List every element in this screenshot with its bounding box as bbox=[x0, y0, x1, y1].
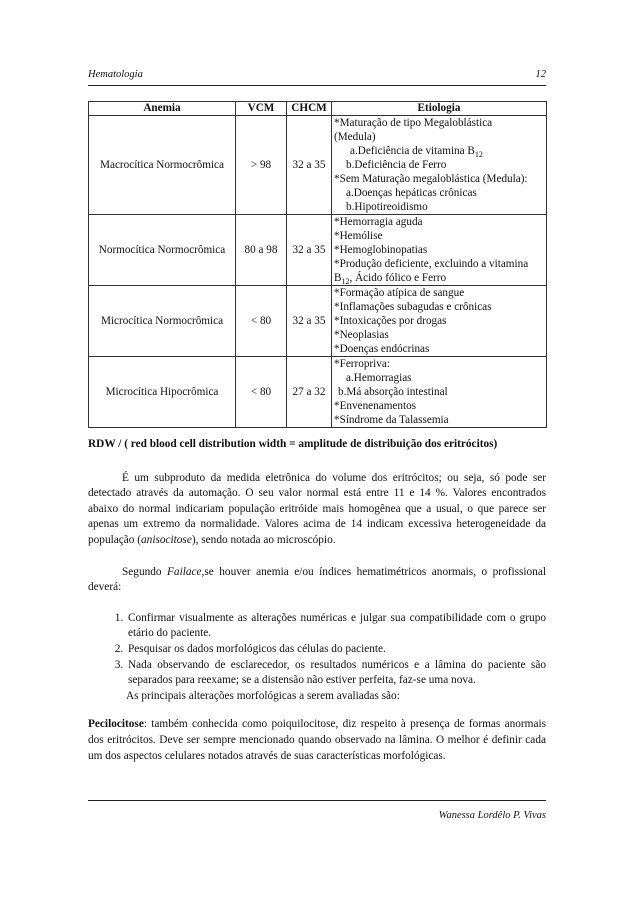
cell-chcm: 32 a 35 bbox=[287, 215, 332, 286]
cell-vcm: 80 a 98 bbox=[236, 215, 287, 286]
steps-note: As principais alterações morfológicas a serem avaliadas são: bbox=[126, 689, 400, 702]
list-item: 1. Confirmar visualmente as alterações numéricas e julgar sua compatibilidade com o grupo etário do paciente. bbox=[126, 611, 546, 642]
etiologia-line: *Neoplasias bbox=[334, 329, 389, 341]
failace-author: Failace bbox=[167, 565, 202, 578]
cell-etiologia bbox=[332, 286, 547, 357]
etiologia-line: *Síndrome da Talassemia bbox=[334, 414, 449, 426]
cell-etiologia bbox=[332, 215, 547, 286]
etiologia-line: *Produção deficiente, excluindo a vitamina bbox=[334, 258, 529, 270]
list-item: 3. Nada observando de esclarecedor, os resultados numéricos e a lâmina do paciente são separados para reexame; se a distensão não estiver perfeita, faz-se uma nova. bbox=[126, 658, 546, 689]
etiologia-line: *Envenenamentos bbox=[334, 400, 417, 412]
rdw-paragraph bbox=[88, 471, 546, 549]
etiologia-line: *Inflamações subagudas e crônicas bbox=[334, 301, 492, 313]
cell-anemia: Microcítica Hipocrômica bbox=[89, 357, 236, 428]
rdw-text: É um subproduto da medida eletrônica do volume dos eritrócitos; ou seja, só pode ser detectado através da automação. O seu valor normal está entre 11 e 14 %. Valores encontrados abaixo do normal indicariam população eritróide mais homogênea que a usual, o que parece ser apenas um extremo da normalidade. Valores acima de 14 indicam excessiva heterogeneidade da população ( bbox=[88, 471, 546, 546]
etiologia-line: *Hemólise bbox=[334, 230, 383, 242]
table-row bbox=[89, 215, 547, 286]
etiologia-line: *Maturação de tipo Megaloblástica bbox=[334, 117, 493, 129]
col-header-vcm: VCM bbox=[236, 102, 287, 116]
etiologia-line: *Formação atípica de sangue bbox=[334, 287, 465, 299]
etiologia-line: b.Hipotireoidismo bbox=[346, 201, 428, 213]
cell-anemia: Macrocítica Normocrômica bbox=[89, 116, 236, 215]
etiologia-line: a.Doenças hepáticas crônicas bbox=[346, 187, 477, 199]
col-header-anemia: Anemia bbox=[89, 102, 236, 116]
table-row bbox=[89, 357, 547, 428]
failace-intro-end: ,se houver anemia e/ou índices hematimétricos anormais, o profissional deverá: bbox=[88, 565, 546, 594]
page-header bbox=[88, 68, 546, 86]
col-header-etiologia: Etiologia bbox=[332, 102, 547, 116]
failace-paragraph bbox=[88, 565, 546, 596]
etiologia-line bbox=[334, 144, 544, 158]
table-row bbox=[89, 286, 547, 357]
etiologia-line: *Ferropriva: bbox=[334, 358, 390, 370]
cell-etiologia bbox=[332, 116, 547, 215]
table-row bbox=[89, 116, 547, 215]
etiologia-line: *Hemorragia aguda bbox=[334, 216, 423, 228]
etiologia-text: B bbox=[334, 272, 342, 284]
anisocitose-term: anisocitose bbox=[141, 533, 192, 546]
col-header-chcm: CHCM bbox=[287, 102, 332, 116]
etiologia-line: *Sem Maturação megaloblástica (Medula): bbox=[334, 173, 528, 185]
anemia-table bbox=[88, 101, 547, 428]
rdw-text-end: ), sendo notada ao microscópio. bbox=[191, 533, 336, 546]
cell-vcm: > 98 bbox=[236, 116, 287, 215]
table-header-row bbox=[89, 102, 547, 116]
cell-vcm: < 80 bbox=[236, 286, 287, 357]
cell-etiologia bbox=[332, 357, 547, 428]
failace-intro-start: Segundo bbox=[122, 565, 168, 578]
rdw-heading: RDW / ( red blood cell distribution width = amplitude de distribuição dos eritrócitos) bbox=[88, 438, 498, 450]
cell-chcm: 32 a 35 bbox=[287, 286, 332, 357]
pecilocitose-text: : também conhecida como poiquilocitose, diz respeito à presença de formas anormais dos eritrócitos. Deve ser sempre mencionado quando observado na lâmina. O melhor é definir cada um dos aspectos celulares notados através de suas características morfológicas. bbox=[88, 718, 546, 762]
pecilocitose-term: Pecilocitose bbox=[88, 718, 144, 731]
page-number: 12 bbox=[535, 69, 546, 80]
etiologia-line: *Intoxicações por drogas bbox=[334, 315, 447, 327]
header-title: Hematologia bbox=[88, 69, 143, 80]
page-footer bbox=[88, 800, 546, 821]
cell-anemia: Microcítica Normocrômica bbox=[89, 286, 236, 357]
footer-author: Wanessa Lordêlo P. Vivas bbox=[438, 810, 546, 821]
steps-list bbox=[88, 611, 546, 689]
etiologia-line: b.Deficiência de Ferro bbox=[346, 159, 447, 171]
cell-chcm: 32 a 35 bbox=[287, 116, 332, 215]
pecilocitose-paragraph bbox=[88, 717, 546, 764]
etiologia-text: a.Deficiência de vitamina B bbox=[350, 145, 475, 157]
etiologia-line: *Hemoglobinopatias bbox=[334, 244, 428, 256]
list-item: 2. Pesquisar os dados morfológicos das células do paciente. bbox=[126, 642, 546, 658]
etiologia-line: a.Hemorragias bbox=[346, 372, 412, 384]
cell-vcm: < 80 bbox=[236, 357, 287, 428]
b12-subscript: 12 bbox=[474, 150, 483, 158]
cell-anemia: Normocítica Normocrômica bbox=[89, 215, 236, 286]
etiologia-line: *Doenças endócrinas bbox=[334, 343, 430, 355]
etiologia-line: (Medula) bbox=[334, 131, 376, 143]
etiologia-line: b.Má absorção intestinal bbox=[338, 386, 448, 398]
etiologia-line bbox=[334, 271, 544, 285]
b12-subscript: 12 bbox=[341, 277, 350, 285]
etiologia-text: , Ácido fólico e Ferro bbox=[349, 272, 447, 284]
cell-chcm: 27 a 32 bbox=[287, 357, 332, 428]
page-content bbox=[88, 68, 546, 764]
